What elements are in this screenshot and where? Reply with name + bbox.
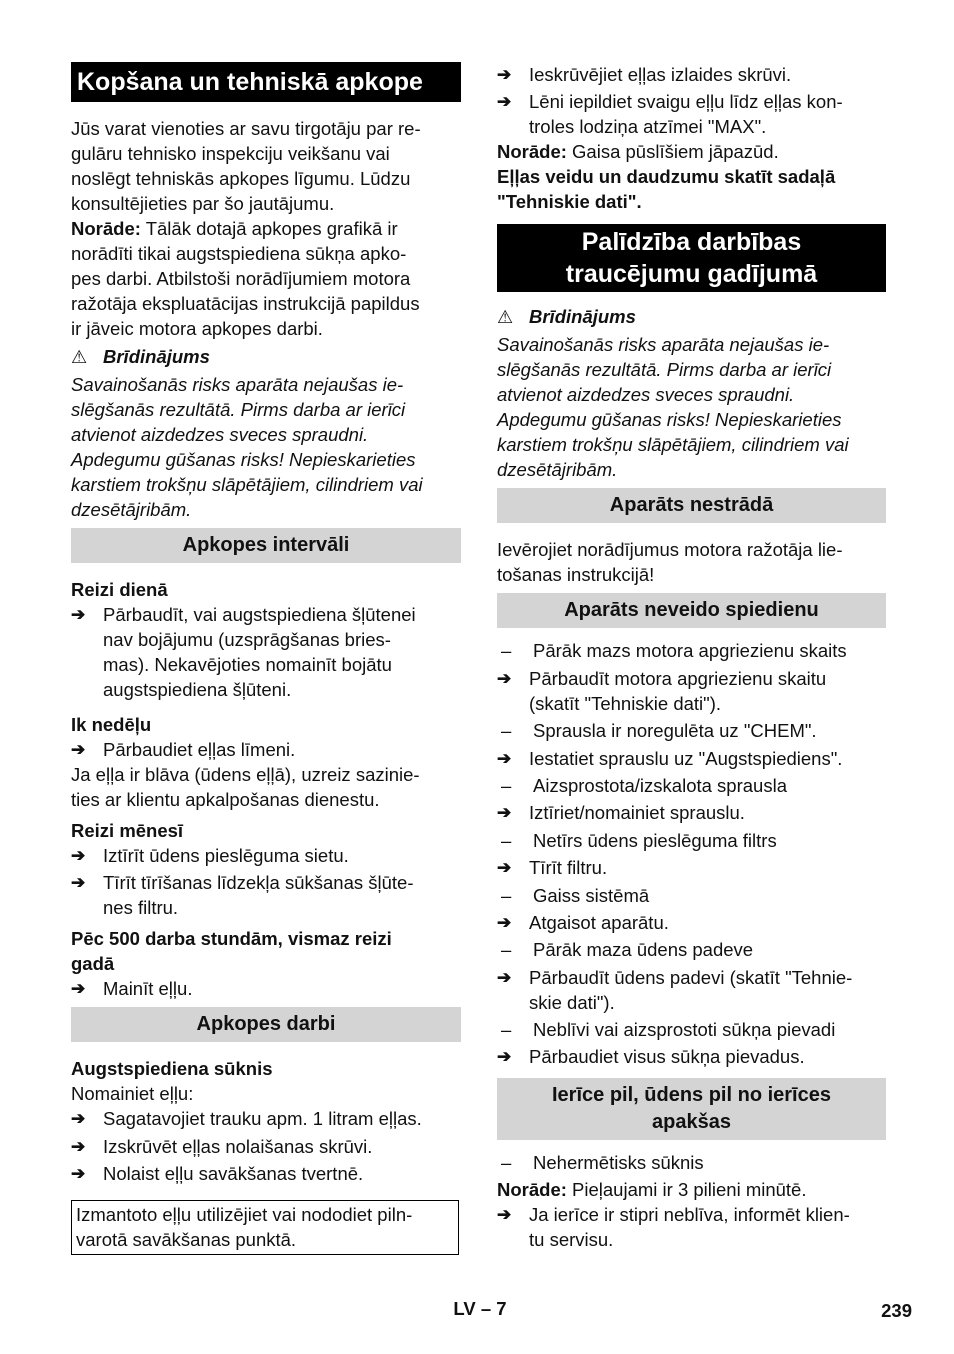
arrow-icon: ➔ (497, 967, 512, 987)
warning-text: Savainošanās risks aparāta nejaušas ie- slēgšanās rezultātā. Pirms darba ar ierīci atvienot aizdedzes sveces spraudni. Apdegumu gūšanas risks! Nepieskarieties karstiem trokšņu slāpētājiem, cilindriem vai dzesētājribām. (497, 334, 849, 481)
arrow-icon: ➔ (71, 873, 86, 893)
note-paragraph: Norāde: Gaisa pūslīšiem jāpazūd. (497, 141, 779, 163)
list-item: ➔ Tīrīt filtru. (497, 857, 608, 879)
warning-icon: ⚠ (71, 346, 88, 367)
list-item: ➔ Pārbaudiet visus sūkņa pievadus. (497, 1046, 805, 1068)
dash-icon: – (501, 1151, 512, 1173)
list-item: ➔ Izskrūvēt eļļas nolaišanas skrūvi. (71, 1135, 373, 1157)
list-item: ➔ Pārbaudīt, vai augstspiediena šļūtenei nav bojājumu (uzsprāgšanas bries- mas). Nekavējoties nomainīt bojātu augstspiediena šļūteni. (71, 604, 416, 700)
list-item: ➔ Mainīt eļļu. (71, 978, 193, 1000)
dash-icon: – (501, 774, 512, 796)
arrow-icon: ➔ (71, 846, 86, 865)
list-item: ➔ Nolaist eļļu savākšanas tvertnē. (71, 1163, 364, 1185)
list-item: ➔ Ieskrūvējiet eļļas izlaides skrūvi. (497, 64, 792, 85)
section-title-maintenance: Kopšana un tehniskā apkope (71, 62, 461, 102)
monthly-heading: Reizi mēnesī (71, 820, 184, 841)
list-item: ➔ Tīrīt tīrīšanas līdzekļa sūkšanas šļūte- nes filtru. (71, 872, 414, 919)
daily-heading: Reizi dienā (71, 579, 168, 600)
page-number: 239 (881, 1300, 912, 1321)
subsection-no-pressure: Aparāts neveido spiedienu (497, 593, 886, 628)
list-item: ➔ Iztīriet/nomainiet sprauslu. (497, 802, 745, 824)
arrow-icon: ➔ (71, 740, 86, 759)
disposal-note-box: Izmantoto eļļu utilizējiet vai nododiet piln- varotā savākšanas punktā. (71, 1200, 459, 1255)
arrow-icon: ➔ (497, 912, 512, 932)
dash-icon: – (501, 640, 512, 662)
warning-icon: ⚠ (497, 306, 514, 327)
subsection-leaking: Ierīce pil, ūdens pil no ierīces apakšas (497, 1078, 886, 1140)
warning-heading: ⚠ Brīdinājums (71, 346, 210, 367)
arrow-icon: ➔ (497, 92, 512, 112)
arrow-icon: ➔ (497, 1205, 512, 1225)
list-item: – Netīrs ūdens pieslēguma filtrs (497, 828, 886, 853)
list-item: – Neblīvi vai aizsprostoti sūkņa pievadi (497, 1017, 886, 1042)
list-item: ➔ Sagatavojiet trauku apm. 1 litram eļļas. (71, 1108, 422, 1130)
arrow-icon: ➔ (71, 979, 86, 999)
warning-heading: ⚠ Brīdinājums (497, 306, 636, 328)
list-item: – Gaiss sistēmā (497, 883, 886, 908)
arrow-icon: ➔ (497, 858, 512, 878)
list-item: ➔ Pārbaudīt ūdens padevi (skatīt "Tehnie- skie dati"). (497, 966, 853, 1013)
list-item: ➔ Iztīrīt ūdens pieslēguma sietu. (71, 845, 349, 866)
dash-icon: – (501, 720, 512, 742)
dash-icon: – (501, 829, 512, 851)
section-title-troubleshooting: Palīdzība darbības traucējumu gadījumā (497, 224, 886, 292)
dash-icon: – (501, 1019, 512, 1041)
pump-heading: Augstspiediena sūknis (71, 1058, 273, 1080)
subsection-intervals: Apkopes intervāli (71, 528, 461, 563)
list-item: – Pārāk maza ūdens padeve (497, 937, 886, 962)
list-item: ➔ Pārbaudiet eļļas līmeni. (71, 739, 296, 760)
weekly-note: Ja eļļa ir blāva (ūdens eļļā), uzreiz sazinie- ties ar klientu apkalpošanas dienestu. (71, 764, 420, 810)
list-item: ➔ Lēni iepildiet svaigu eļļu līdz eļļas kon- troles lodziņa atzīmei "MAX". (497, 91, 843, 138)
warning-text: Savainošanās risks aparāta nejaušas ie- slēgšanās rezultātā. Pirms darba ar ierīci atvienot aizdedzes sveces spraudni. Apdegumu gūšanas risks! Nepieskarieties karstiem trokšņu slāpētājiem, cilindriem vai dzesētājribām. (71, 374, 423, 520)
note-paragraph: Norāde: Pieļaujami ir 3 pilieni minūtē. (497, 1179, 807, 1201)
arrow-icon: ➔ (497, 803, 512, 823)
note-label: Norāde: (497, 1179, 567, 1201)
arrow-icon: ➔ (71, 1136, 86, 1156)
oil-reference: Eļļas veidu un daudzumu skatīt sadaļā "Tehniskie dati". (497, 166, 836, 213)
arrow-icon: ➔ (71, 605, 86, 624)
arrow-icon: ➔ (497, 1047, 512, 1067)
subsection-maintenance-work: Apkopes darbi (71, 1007, 461, 1042)
arrow-icon: ➔ (497, 668, 512, 688)
subsection-not-working: Aparāts nestrādā (497, 488, 886, 523)
right-column (497, 62, 886, 1252)
arrow-icon: ➔ (71, 1109, 86, 1129)
list-item: ➔ Atgaisot aparātu. (497, 911, 669, 933)
no-pressure-list (497, 638, 886, 1069)
list-item: ➔ Pārbaudīt motora apgriezienu skaitu (skatīt "Tehniskie dati"). (497, 667, 827, 714)
note-label: Norāde: (497, 141, 567, 163)
arrow-icon: ➔ (497, 748, 512, 768)
left-column (71, 62, 461, 1255)
weekly-heading: Ik nedēļu (71, 714, 152, 735)
dash-icon: – (501, 884, 512, 906)
list-item: – Nehermētisks sūknis (497, 1150, 886, 1175)
footer-language: LV – 7 (453, 1298, 507, 1319)
arrow-icon: ➔ (71, 1164, 86, 1184)
list-item: – Sprausla ir noregulēta uz "CHEM". (497, 718, 886, 743)
list-item: – Pārāk mazs motora apgriezienu skaits (497, 638, 886, 663)
arrow-icon: ➔ (497, 65, 512, 84)
intro-paragraph: Jūs varat vienoties ar savu tirgotāju par re- gulāru tehnisko inspekciju veikšanu vai noslēgt tehniskās apkopes līgumu. Lūdzu konsultējieties par šo jautājumu. (71, 118, 421, 214)
note-label: Norāde: (71, 218, 141, 239)
not-working-text: Ievērojiet norādījumus motora ražotāja lie- tošanas instrukcijā! (497, 539, 843, 586)
note-paragraph: Norāde: Tālāk dotajā apkopes grafikā ir norādīti tikai augstspiediena sūkņa apko- pes darbi. Atbilstoši norādījumiem motora ražotāja ekspluatācijas instrukcijā papildus ir jāveic motora apkopes darbi. (71, 218, 420, 339)
hours-heading: Pēc 500 darba stundām, vismaz reizi gadā (71, 928, 392, 975)
dash-icon: – (501, 939, 512, 961)
pump-text: Nomainiet eļļu: (71, 1083, 194, 1105)
list-item: – Aizsprostota/izskalota sprausla (497, 773, 886, 798)
list-item: ➔ Ja ierīce ir stipri neblīva, informēt klien- tu servisu. (497, 1204, 850, 1251)
list-item: ➔ Iestatiet sprauslu uz "Augstspiediens". (497, 747, 843, 769)
